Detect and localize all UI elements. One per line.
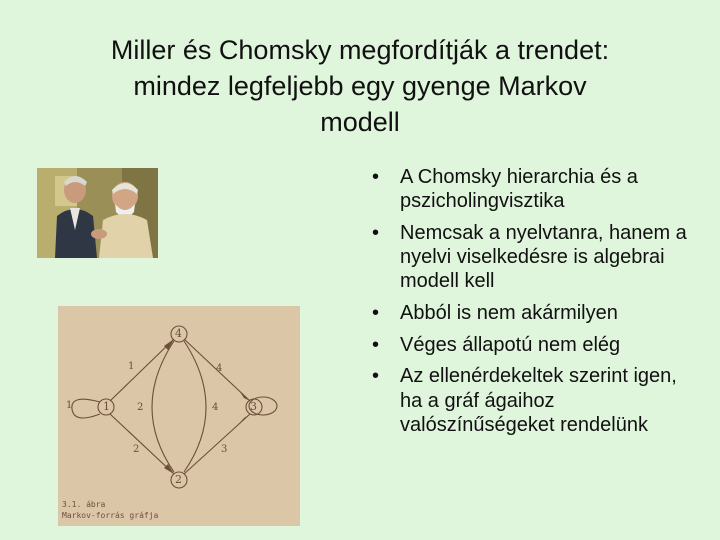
photo-miller-chomsky bbox=[37, 168, 158, 258]
title-line: mindez legfeljebb egy gyenge Markov bbox=[133, 71, 587, 101]
bullet-list bbox=[366, 165, 696, 445]
bullet-item bbox=[366, 364, 696, 437]
edge-label: 2 bbox=[133, 444, 140, 455]
diagram-caption: Markov-forrás gráfja bbox=[62, 511, 159, 520]
node-label: 3 bbox=[250, 400, 257, 413]
edge-label: 2 bbox=[137, 402, 144, 413]
bullet-text: Véges állapotú nem elég bbox=[400, 333, 621, 356]
bullet-text: A Chomsky hierarchia és a pszicholingvisztika bbox=[400, 166, 638, 213]
markov-diagram bbox=[58, 306, 300, 526]
bullet-text: Nemcsak a nyelvtanra, hanem a nyelvi viselkedésre is algebrai modell kell bbox=[400, 221, 687, 293]
edge-label: 3 bbox=[221, 444, 228, 455]
bullet-icon: • bbox=[372, 302, 380, 325]
bullet-item bbox=[366, 165, 696, 213]
bullet-item bbox=[366, 221, 696, 294]
node-label: 1 bbox=[103, 400, 110, 413]
bullet-item bbox=[366, 333, 696, 357]
edge-label: 4 bbox=[212, 402, 219, 413]
bullet-icon: • bbox=[372, 365, 380, 388]
edge-label: 1 bbox=[128, 361, 135, 372]
title-line: modell bbox=[320, 107, 400, 137]
bullet-icon: • bbox=[372, 166, 380, 188]
diagram-caption: 3.1. ábra bbox=[62, 500, 106, 509]
bullet-text: Az ellenérdekeltek szerint igen, ha a gráf ágaihoz valószínűségeket rendelünk bbox=[400, 365, 677, 436]
node-label: 4 bbox=[175, 327, 182, 340]
bullet-icon: • bbox=[372, 221, 380, 244]
bullet-item bbox=[366, 301, 696, 325]
bullet-text: Abból is nem akármilyen bbox=[400, 302, 618, 325]
photo-illustration bbox=[37, 168, 158, 258]
bullet-icon: • bbox=[372, 333, 380, 356]
edge-label: 1 bbox=[66, 400, 73, 411]
edge-label: 4 bbox=[216, 363, 223, 374]
slide-title bbox=[40, 32, 680, 140]
title-line: Miller és Chomsky megfordítják a trendet: bbox=[110, 35, 610, 65]
node-label: 2 bbox=[175, 473, 182, 486]
